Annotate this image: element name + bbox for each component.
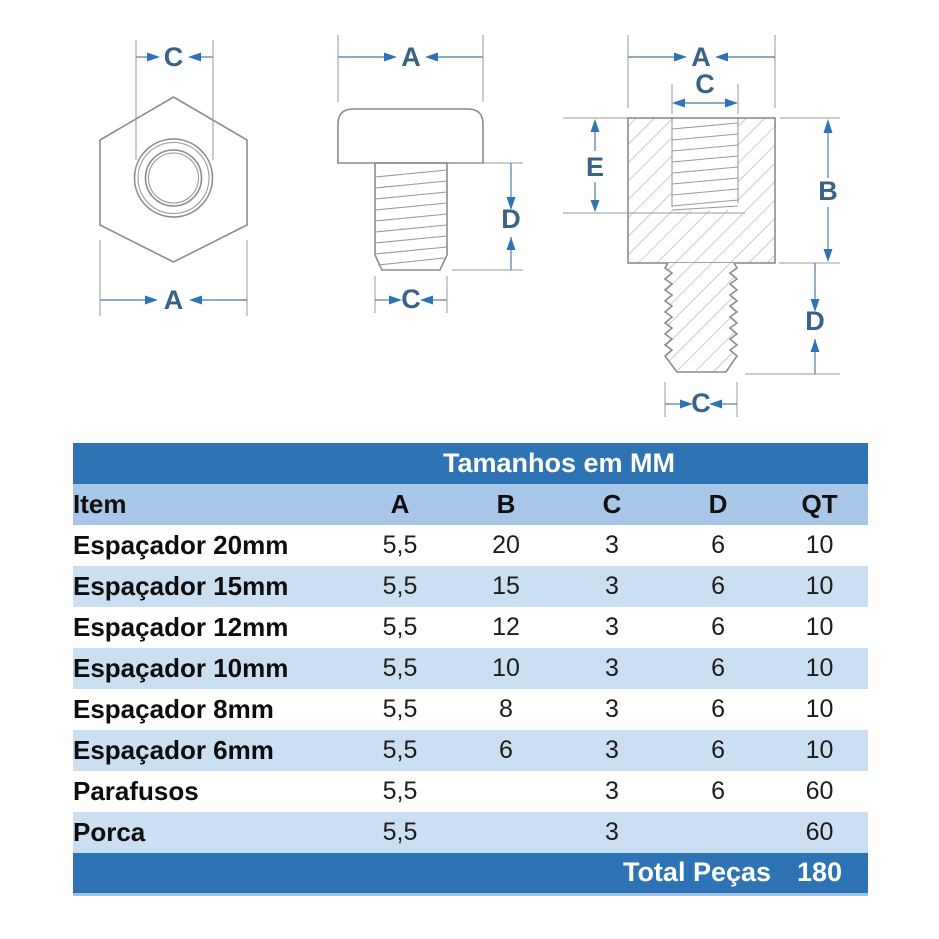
table-row	[73, 525, 868, 566]
cell-qt: 10	[805, 531, 834, 559]
cell-item: Espaçador 15mm	[73, 571, 289, 601]
cell-d: 6	[711, 736, 725, 764]
arrow-left-icon	[425, 53, 438, 62]
cell-item: Porca	[73, 817, 146, 847]
title-spacer-left	[73, 443, 347, 484]
screw-drawing	[338, 35, 523, 314]
cell-c: 3	[605, 736, 619, 764]
cell-a: 5,5	[382, 531, 418, 559]
cell-b: 12	[492, 613, 520, 641]
arrow-down-icon	[591, 200, 600, 212]
cell-item: Espaçador 10mm	[73, 653, 289, 683]
arrow-right-icon	[725, 99, 738, 108]
column-header-item: Item	[73, 484, 347, 525]
total-value: 180	[771, 853, 868, 894]
table-title: Tamanhos em MM	[347, 443, 771, 484]
cell-a: 5,5	[382, 736, 418, 764]
cell-d: 6	[711, 531, 725, 559]
table-row	[73, 566, 868, 607]
arrow-up-icon	[811, 339, 820, 352]
cell-b: 20	[492, 531, 520, 559]
screw-label-D: D	[501, 204, 521, 234]
cell-c: 3	[605, 613, 619, 641]
cell-a: 5,5	[382, 654, 418, 682]
arrow-up-icon	[591, 119, 600, 132]
screw-shaft	[375, 163, 447, 270]
cell-qt: 10	[805, 736, 834, 764]
spacer-label-B: B	[818, 176, 838, 206]
cell-c: 3	[605, 531, 619, 559]
screw-threads	[375, 170, 447, 265]
cell-d: 6	[711, 572, 725, 600]
column-header-c: C	[559, 484, 665, 525]
screw-dim-C	[375, 276, 447, 314]
nut-dim-A	[100, 240, 247, 316]
cell-item: Espaçador 12mm	[73, 612, 289, 642]
cell-item: Espaçador 20mm	[73, 530, 289, 560]
screw-label-C: C	[401, 284, 421, 314]
arrow-right-icon	[147, 53, 160, 62]
cell-a: 5,5	[382, 613, 418, 641]
cell-b: 15	[492, 572, 520, 600]
arrow-left-icon	[188, 53, 201, 62]
nut-label-A: A	[163, 285, 184, 315]
total-label: Total Peças	[559, 853, 771, 894]
table-row	[73, 730, 868, 771]
cell-c: 3	[605, 572, 619, 600]
arrow-left-icon	[672, 99, 685, 108]
cell-c: 3	[605, 654, 619, 682]
arrow-left-icon	[715, 53, 728, 62]
cell-c: 3	[605, 818, 619, 846]
cell-b: 6	[499, 736, 513, 764]
cell-b	[453, 771, 559, 812]
table-row	[73, 771, 868, 812]
spacer-label-E: E	[585, 152, 605, 182]
table-header-row	[73, 484, 868, 525]
cell-a: 5,5	[382, 777, 418, 805]
arrow-down-icon	[824, 249, 833, 262]
cell-d: 6	[711, 654, 725, 682]
cell-d: 6	[711, 613, 725, 641]
nut-hexagon	[100, 97, 247, 262]
cell-b: 10	[492, 654, 520, 682]
technical-drawings	[0, 0, 939, 440]
column-header-b: B	[453, 484, 559, 525]
spacer-label-A: A	[691, 42, 711, 72]
table-row	[73, 648, 868, 689]
cell-d: 6	[711, 695, 725, 723]
cell-item: Espaçador 6mm	[73, 735, 274, 765]
arrow-left-icon	[709, 400, 722, 409]
cell-qt: 10	[805, 654, 834, 682]
cell-a: 5,5	[382, 818, 418, 846]
table-row	[73, 689, 868, 730]
screw-dim-D	[452, 163, 523, 270]
cell-b: 8	[499, 695, 513, 723]
arrow-right-icon	[384, 53, 397, 62]
cell-qt: 10	[805, 613, 834, 641]
spacer-label-C-bottom: C	[691, 388, 711, 418]
cell-a: 5,5	[382, 695, 418, 723]
table-title-row	[73, 443, 868, 484]
nut-bore-circle	[146, 150, 202, 206]
column-header-qt: QT	[771, 484, 868, 525]
footer-spacer	[73, 853, 559, 894]
arrow-right-icon	[674, 53, 687, 62]
cell-qt: 60	[805, 818, 834, 846]
spacer-dim-C-top	[672, 69, 738, 114]
screw-dim-A	[338, 35, 483, 102]
table-row	[73, 607, 868, 648]
arrow-up-icon	[824, 119, 833, 133]
arrow-left-icon	[189, 296, 202, 305]
spacer-drawing	[563, 35, 840, 418]
arrow-up-icon	[507, 237, 516, 250]
column-header-d: D	[665, 484, 771, 525]
cell-qt: 60	[805, 777, 834, 805]
spacer-dim-C-bottom	[665, 382, 737, 418]
spacer-label-D: D	[805, 306, 825, 336]
size-table	[73, 443, 868, 896]
arrow-right-icon	[145, 296, 158, 305]
cell-item: Parafusos	[73, 776, 199, 806]
cell-item: Espaçador 8mm	[73, 694, 274, 724]
cell-qt: 10	[805, 572, 834, 600]
table-row	[73, 812, 868, 853]
cell-d: 6	[711, 777, 725, 805]
cell-d	[665, 812, 771, 853]
nut-drawing	[100, 40, 247, 316]
nut-bore-inner-circle	[149, 153, 199, 203]
spacer-dim-D	[745, 263, 840, 374]
arrow-left-icon	[420, 296, 433, 305]
cell-a: 5,5	[382, 572, 418, 600]
cell-b	[453, 812, 559, 853]
title-spacer-right	[771, 443, 868, 484]
spacer-label-C-top: C	[695, 69, 715, 99]
spacer-threaded-hole	[672, 118, 738, 210]
cell-c: 3	[605, 695, 619, 723]
nut-label-C: C	[163, 42, 184, 72]
spacer-dim-B	[779, 118, 840, 263]
arrow-right-icon	[389, 296, 402, 305]
screw-label-A: A	[401, 42, 421, 72]
cell-qt: 10	[805, 695, 834, 723]
cell-c: 3	[605, 777, 619, 805]
table-footer-row	[73, 853, 868, 894]
column-header-a: A	[347, 484, 453, 525]
screw-head	[338, 109, 483, 163]
